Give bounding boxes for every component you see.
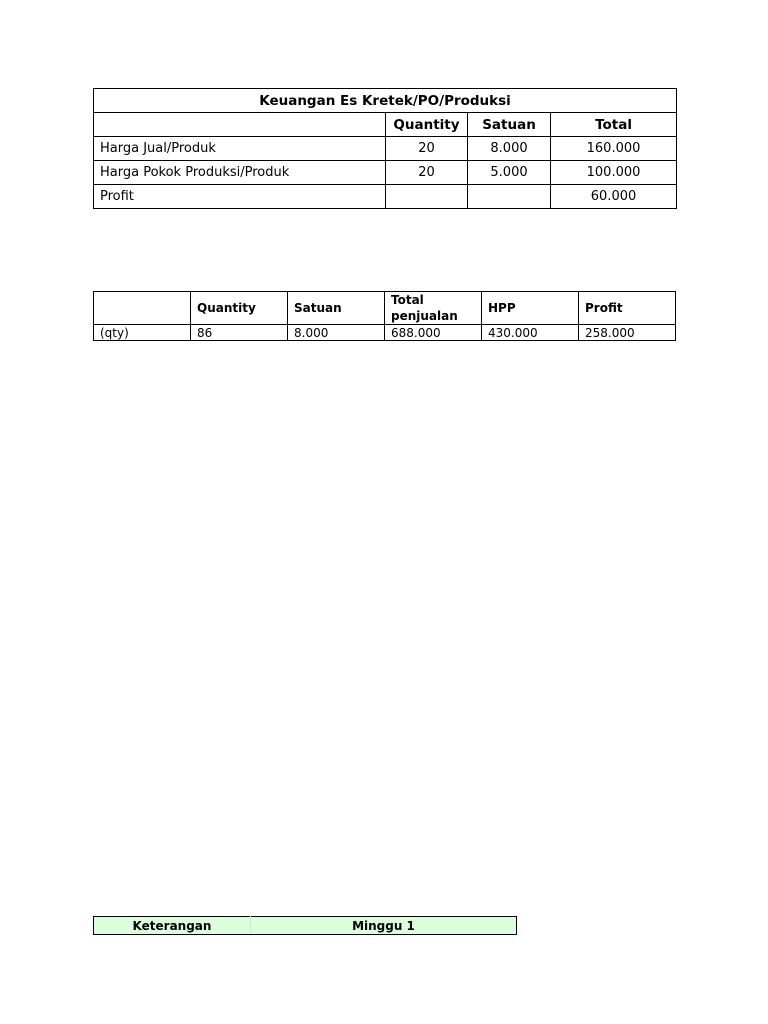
finance-header-blank — [94, 113, 386, 137]
sales-row-label: (qty) — [94, 325, 191, 341]
row-total: 100.000 — [551, 161, 677, 185]
sales-header-profit: Profit — [579, 292, 676, 325]
weekly-header-minggu: Minggu 1 — [251, 917, 517, 935]
row-quantity: 20 — [386, 161, 468, 185]
finance-header-row — [94, 113, 677, 137]
finance-title-row — [94, 89, 677, 113]
finance-table-title: Keuangan Es Kretek/PO/Produksi — [94, 89, 677, 113]
finance-header-satuan: Satuan — [468, 113, 551, 137]
sales-header-hpp: HPP — [482, 292, 579, 325]
row-satuan: 5.000 — [468, 161, 551, 185]
row-label: Harga Pokok Produksi/Produk — [94, 161, 386, 185]
row-quantity: 20 — [386, 137, 468, 161]
row-satuan — [468, 185, 551, 209]
row-label: Profit — [94, 185, 386, 209]
sales-table — [93, 291, 676, 341]
row-label: Harga Jual/Produk — [94, 137, 386, 161]
weekly-table — [93, 916, 517, 935]
table-row — [94, 137, 677, 161]
sales-header-blank — [94, 292, 191, 325]
sales-row-hpp: 430.000 — [482, 325, 579, 341]
sales-header-quantity: Quantity — [191, 292, 288, 325]
row-total: 60.000 — [551, 185, 677, 209]
row-satuan: 8.000 — [468, 137, 551, 161]
sales-row-quantity: 86 — [191, 325, 288, 341]
finance-header-quantity: Quantity — [386, 113, 468, 137]
sales-row-satuan: 8.000 — [288, 325, 385, 341]
sales-row-profit: 258.000 — [579, 325, 676, 341]
sales-header-row — [94, 292, 676, 325]
table-row — [94, 185, 677, 209]
table-row — [94, 161, 677, 185]
weekly-header-keterangan: Keterangan — [94, 917, 251, 935]
sales-header-total-penjualan: Total penjualan — [385, 292, 482, 325]
finance-table — [93, 88, 677, 209]
row-total: 160.000 — [551, 137, 677, 161]
sales-row-total-penjualan: 688.000 — [385, 325, 482, 341]
finance-header-total: Total — [551, 113, 677, 137]
weekly-header-row — [94, 917, 517, 935]
table-row — [94, 325, 676, 341]
row-quantity — [386, 185, 468, 209]
sales-header-satuan: Satuan — [288, 292, 385, 325]
